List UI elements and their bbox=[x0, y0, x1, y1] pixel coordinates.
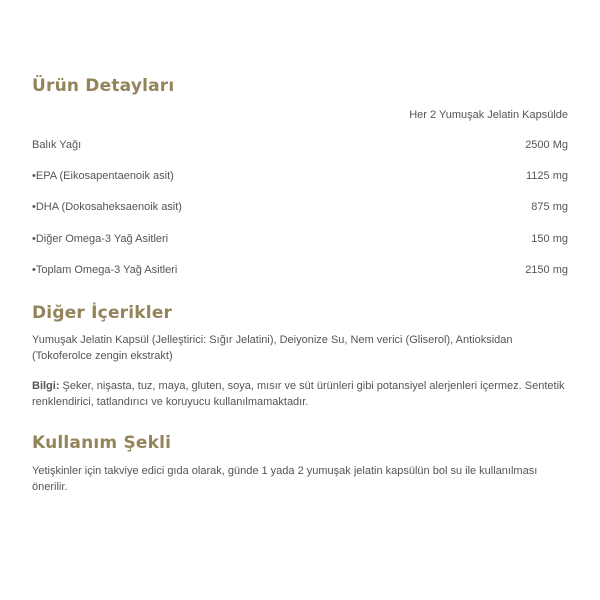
nutrient-row-total-omega3 bbox=[32, 264, 568, 280]
nutrient-label: •Toplam Omega-3 Yağ Asitleri bbox=[32, 264, 178, 276]
nutrient-label: •EPA (Eikosapentaenoik asit) bbox=[32, 170, 174, 182]
product-details-title: Ürün Detayları bbox=[32, 76, 175, 96]
ingredients-text: Yumuşak Jelatin Kapsül (Jelleştirici: Sığır Jelatini), Deiyonize Su, Nem verici (Gliserol), Antioksidan (Tokoferolce zengin ekstrakt) bbox=[32, 334, 513, 362]
allergen-info bbox=[32, 378, 572, 410]
info-label: Bilgi: bbox=[32, 380, 60, 392]
usage-title: Kullanım Şekli bbox=[32, 433, 172, 453]
nutrient-row-dha bbox=[32, 201, 568, 217]
nutrient-value: 150 mg bbox=[531, 233, 568, 245]
nutrient-label: •DHA (Dokosaheksaenoik asit) bbox=[32, 201, 182, 213]
nutrient-label: •Diğer Omega-3 Yağ Asitleri bbox=[32, 233, 169, 245]
nutrient-row-other-omega3 bbox=[32, 233, 568, 249]
nutrient-value: 875 mg bbox=[531, 201, 568, 213]
info-text: Şeker, nişasta, tuz, maya, gluten, soya, mısır ve süt ürünleri gibi potansiyel alerjenleri içermez. Sentetik renklendirici, tatlandırıcı ve koruyucu kullanılmamaktadır. bbox=[32, 380, 565, 408]
usage-text: Yetişkinler için takviye edici gıda olarak, günde 1 yada 2 yumuşak jelatin kapsülün bol su ile kullanılması önerilir. bbox=[32, 465, 538, 493]
dosage-column-header: Her 2 Yumuşak Jelatin Kapsülde bbox=[409, 109, 568, 121]
nutrient-value: 2500 Mg bbox=[525, 139, 568, 151]
nutrient-row-fish-oil bbox=[32, 139, 568, 155]
nutrient-value: 2150 mg bbox=[525, 264, 568, 276]
nutrient-row-epa bbox=[32, 170, 568, 186]
other-ingredients-title: Diğer İçerikler bbox=[32, 303, 173, 323]
nutrient-label: Balık Yağı bbox=[32, 139, 82, 151]
nutrient-value: 1125 mg bbox=[526, 170, 568, 182]
